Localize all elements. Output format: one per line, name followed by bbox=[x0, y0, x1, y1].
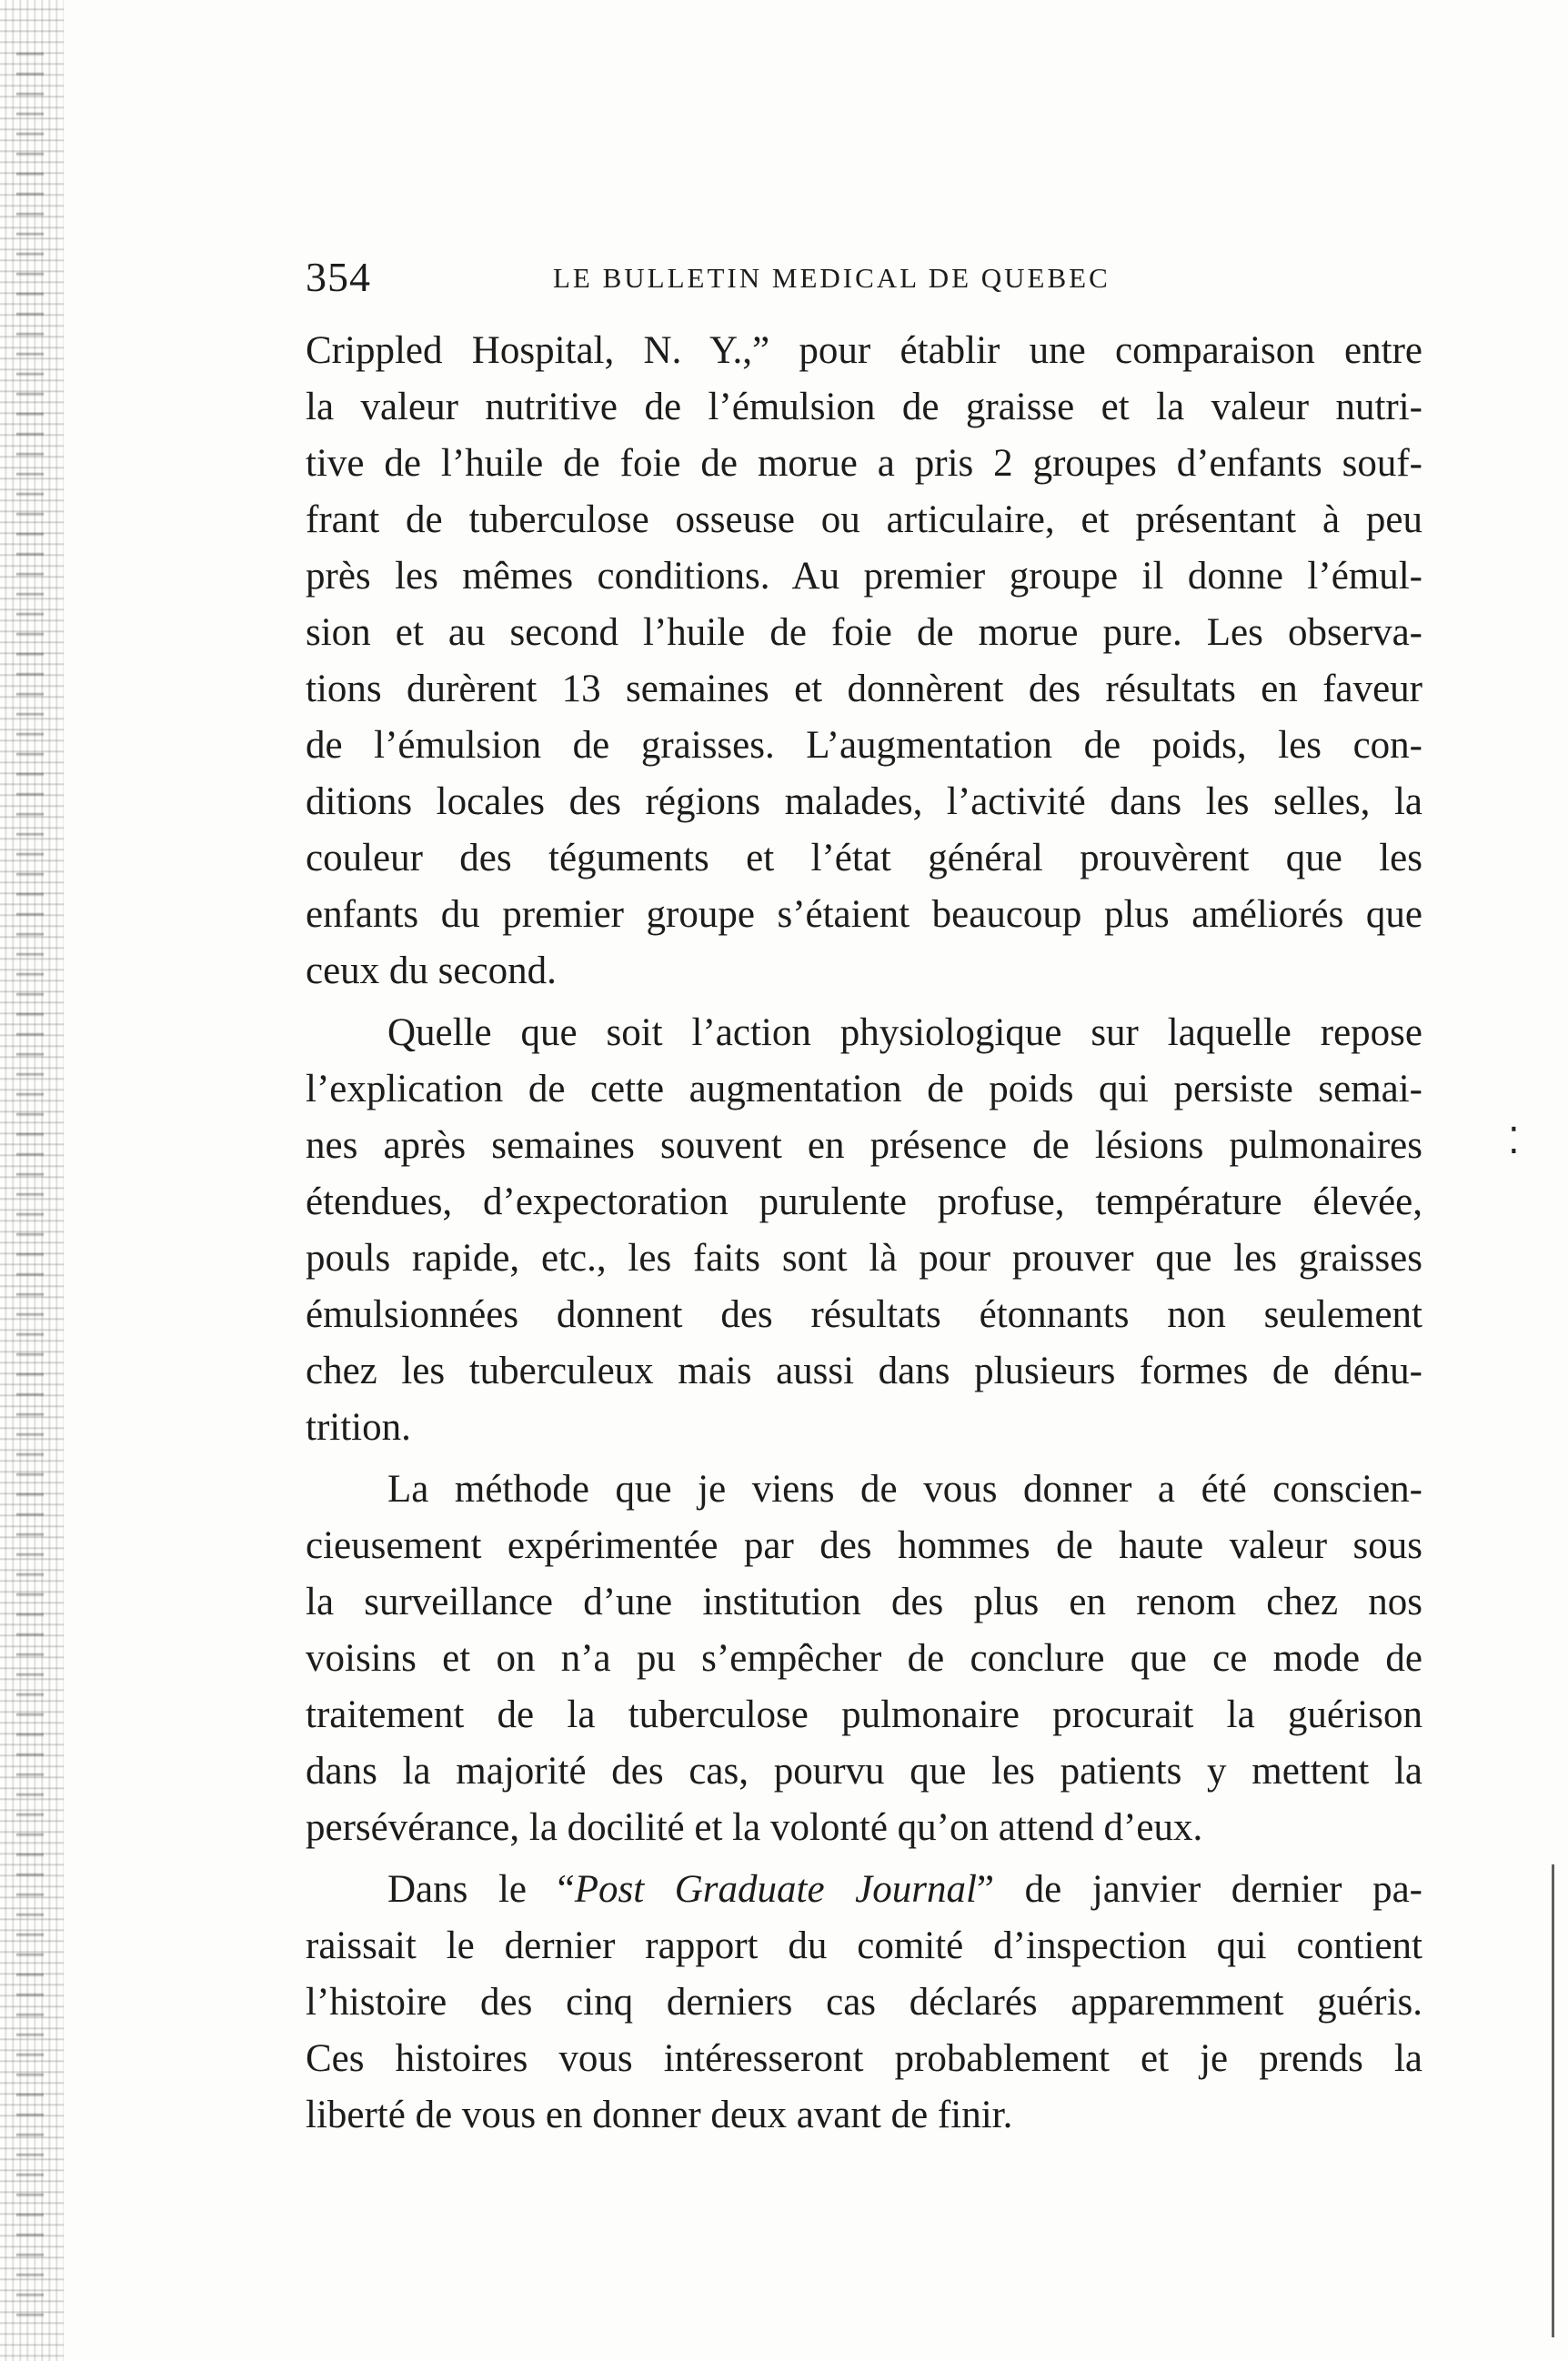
text-line bbox=[306, 1862, 1422, 1918]
text-fragment: ” de janvier dernier pa- bbox=[976, 1868, 1422, 1911]
paragraph-3 bbox=[306, 1462, 1422, 1856]
text-line: frant de tuberculose osseuse ou articulaire, et présentant à peu bbox=[306, 498, 1422, 541]
binding-edge-noise-inner bbox=[16, 36, 44, 2328]
text-line: la valeur nutritive de l’émulsion de graisse et la valeur nutri- bbox=[306, 386, 1422, 428]
paragraph-1 bbox=[306, 323, 1422, 1000]
text-line: pouls rapide, etc., les faits sont là pour prouver que les graisses bbox=[306, 1237, 1422, 1280]
running-head: LE BULLETIN MEDICAL DE QUEBEC bbox=[553, 262, 1111, 294]
text-line: voisins et on n’a pu s’empêcher de conclure que ce mode de bbox=[306, 1637, 1422, 1680]
journal-title: Post Graduate Journal bbox=[574, 1868, 977, 1911]
text-line: près les mêmes conditions. Au premier groupe il donne l’émul- bbox=[306, 555, 1422, 598]
text-line: dans la majorité des cas, pourvu que les patients y mettent la bbox=[306, 1750, 1422, 1793]
text-fragment: Dans le “ bbox=[387, 1868, 575, 1911]
text-line: étendues, d’expectoration purulente profuse, température élevée, bbox=[306, 1180, 1422, 1223]
text-line: persévérance, la docilité et la volonté qu’on attend d’eux. bbox=[306, 1806, 1203, 1849]
text-line: traitement de la tuberculose pulmonaire procurait la guérison bbox=[306, 1693, 1422, 1736]
text-line: couleur des téguments et l’état général prouvèrent que les bbox=[306, 837, 1422, 879]
right-edge-shadow bbox=[1552, 1864, 1554, 2337]
text-line: la surveillance d’une institution des plus en renom chez nos bbox=[306, 1581, 1422, 1623]
text-line: tive de l’huile de foie de morue a pris 2 groupes d’enfants souf- bbox=[306, 442, 1422, 485]
stray-mark: ⁚ bbox=[1508, 1120, 1520, 1161]
text-line: Quelle que soit l’action physiologique sur laquelle repose bbox=[387, 1011, 1422, 1054]
page-number: 354 bbox=[306, 254, 371, 300]
text-line: La méthode que je viens de vous donner a été conscien- bbox=[387, 1468, 1422, 1511]
text-line: l’explication de cette augmentation de poids qui persiste semai- bbox=[306, 1068, 1422, 1110]
page-header bbox=[306, 253, 1215, 307]
text-line: chez les tuberculeux mais aussi dans plusieurs formes de dénu- bbox=[306, 1350, 1422, 1392]
text-line: cieusement expérimentée par des hommes de haute valeur sous bbox=[306, 1524, 1422, 1567]
text-line: nes après semaines souvent en présence de lésions pulmonaires bbox=[306, 1124, 1422, 1167]
text-line: trition. bbox=[306, 1406, 411, 1449]
text-line: tions durèrent 13 semaines et donnèrent des résultats en faveur bbox=[306, 668, 1422, 710]
text-line: émulsionnées donnent des résultats étonnants non seulement bbox=[306, 1293, 1422, 1336]
text-line: raissait le dernier rapport du comité d’inspection qui contient bbox=[306, 1924, 1422, 1967]
text-line: ceux du second. bbox=[306, 949, 557, 992]
text-line: enfants du premier groupe s’étaient beaucoup plus améliorés que bbox=[306, 893, 1422, 936]
text-line: ditions locales des régions malades, l’activité dans les selles, la bbox=[306, 780, 1422, 823]
text-line: de l’émulsion de graisses. L’augmentation de poids, les con- bbox=[306, 724, 1422, 767]
text-line: liberté de vous en donner deux avant de finir. bbox=[306, 2094, 1013, 2136]
text-line: Crippled Hospital, N. Y.,” pour établir une comparaison entre bbox=[306, 329, 1422, 372]
paragraph-4 bbox=[306, 1862, 1422, 2144]
body-text bbox=[306, 323, 1422, 2144]
text-line: sion et au second l’huile de foie de morue pure. Les observa- bbox=[306, 611, 1422, 654]
text-line: l’histoire des cinq derniers cas déclarés apparemment guéris. bbox=[306, 1981, 1422, 2024]
paragraph-2 bbox=[306, 1005, 1422, 1456]
text-line: Ces histoires vous intéresseront probablement et je prends la bbox=[306, 2037, 1422, 2080]
